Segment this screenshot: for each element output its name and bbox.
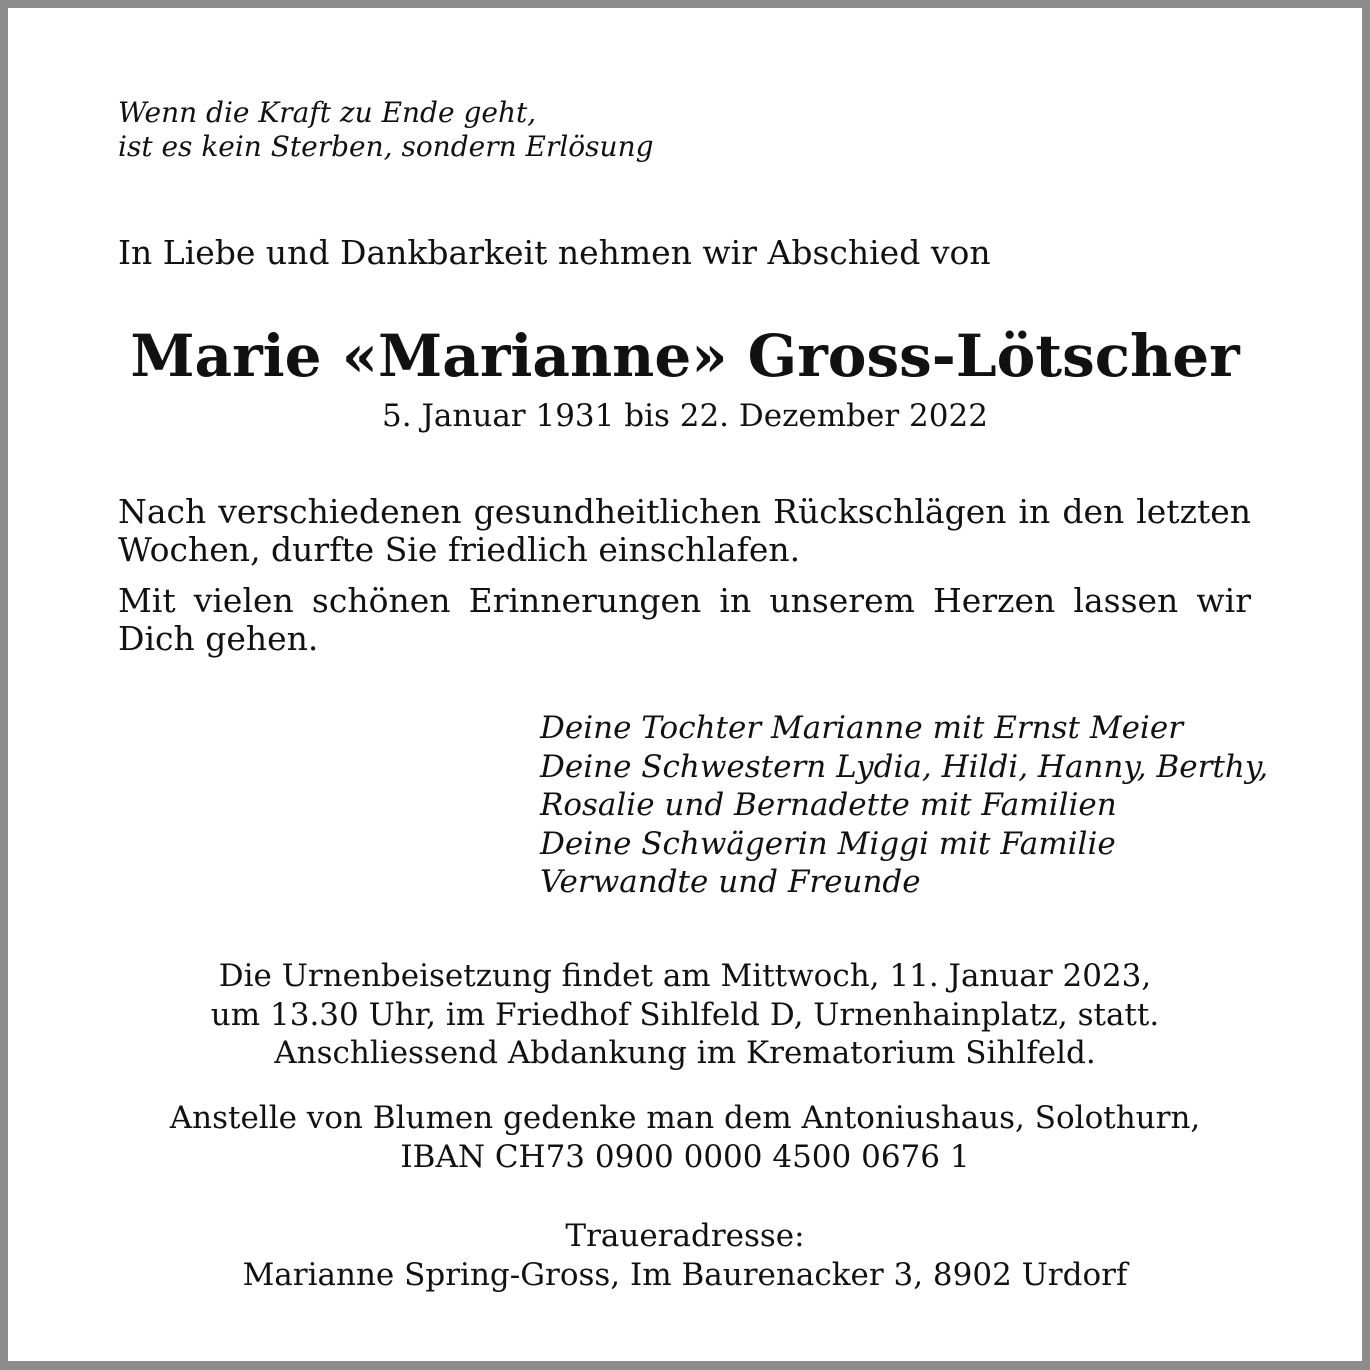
paragraph: Mit vielen schönen Erinnerungen in unserem Herzen lassen wir Dich gehen. [118, 581, 1251, 658]
mourners-list [540, 709, 1268, 902]
burial-line: Anschliessend Abdankung im Krematorium Sihlfeld. [274, 1035, 1096, 1071]
mourner-line: Rosalie und Bernadette mit Familien [540, 787, 1117, 823]
mourner-line: Verwandte und Freunde [540, 864, 921, 900]
burial-line: um 13.30 Uhr, im Friedhof Sihlfeld D, Urnenhainplatz, statt. [210, 996, 1160, 1033]
motto-line: Wenn die Kraft zu Ende geht, [118, 96, 537, 129]
mourner-line: Deine Tochter Marianne mit Ernst Meier [540, 710, 1184, 746]
address-label: Traueradresse: [565, 1218, 805, 1254]
intro-text: In Liebe und Dankbarkeit nehmen wir Abschied von [118, 233, 991, 272]
donation-line: Anstelle von Blumen gedenke man dem Antoniushaus, Solothurn, [169, 1100, 1201, 1136]
donation-iban: IBAN CH73 0900 0000 4500 0676 1 [400, 1138, 970, 1175]
motto [118, 96, 654, 164]
burial-line: Die Urnenbeisetzung findet am Mittwoch, 11. Januar 2023, [218, 958, 1152, 994]
mourner-line: Deine Schwägerin Miggi mit Familie [540, 825, 1116, 862]
paragraph: Nach verschiedenen gesundheitlichen Rückschlägen in den letzten Wochen, durfte Sie friedlich einschlafen. [118, 492, 1251, 569]
motto-line: ist es kein Sterben, sondern Erlösung [118, 130, 654, 163]
mourner-line: Deine Schwestern Lydia, Hildi, Hanny, Berthy, [540, 748, 1269, 785]
deceased-name: Marie «Marianne» Gross-Lötscher [130, 322, 1240, 390]
obituary-page [8, 8, 1362, 1361]
mourning-address [8, 1217, 1362, 1294]
burial-info [8, 957, 1362, 1073]
life-dates: 5. Januar 1931 bis 22. Dezember 2022 [382, 398, 988, 434]
address-line: Marianne Spring-Gross, Im Baurenacker 3, 8902 Urdorf [242, 1256, 1128, 1293]
donation-info [8, 1099, 1362, 1176]
